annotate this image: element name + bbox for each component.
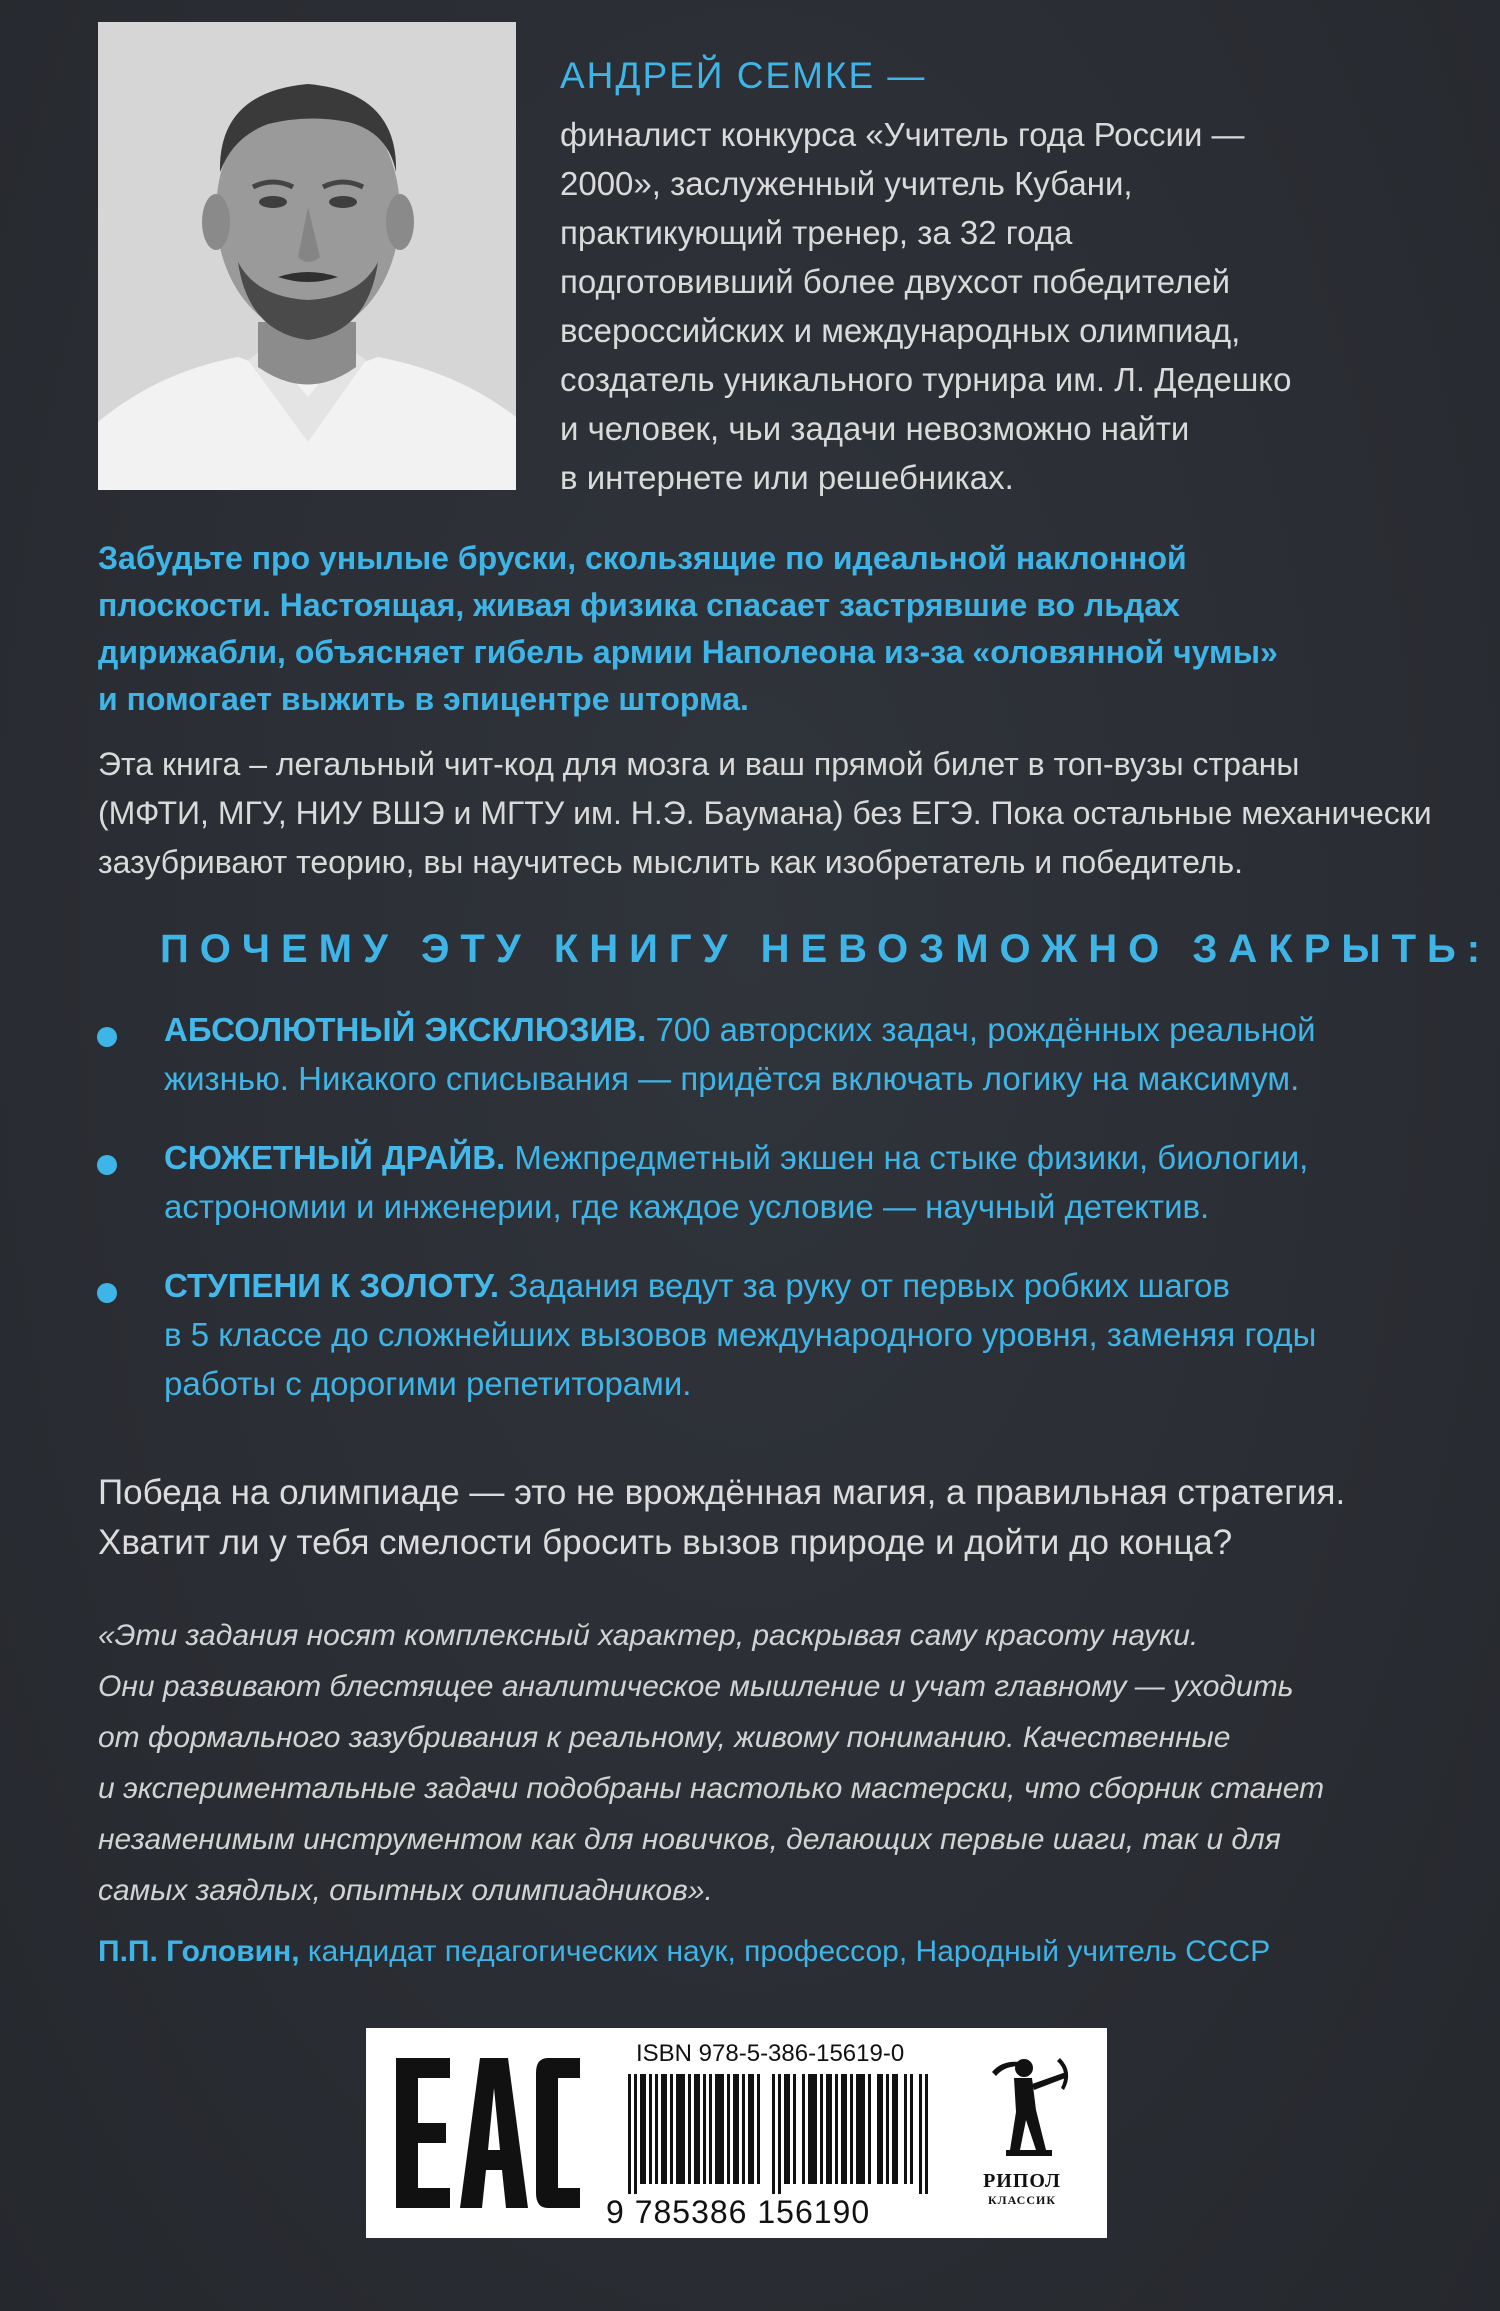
feature-first-line <box>164 1133 1472 1182</box>
author-bio-line: практикующий тренер, за 32 года <box>560 214 1073 251</box>
feature-line: астрономии и инженерии, где каждое условие — научный детектив. <box>164 1188 1210 1225</box>
feature-title: СТУПЕНИ К ЗОЛОТУ. <box>164 1267 500 1304</box>
isbn-number: ISBN 978-5-386-15619-0 <box>636 2040 905 2067</box>
barcode-bars <box>628 2074 928 2194</box>
feature-line: жизнью. Никакого списывания — придётся включать логику на максимум. <box>164 1060 1300 1097</box>
author-photo <box>98 22 516 490</box>
intro-paragraph <box>98 535 1438 723</box>
description-paragraph <box>98 740 1448 887</box>
feature-item <box>92 1261 1472 1408</box>
feature-text <box>164 1133 1472 1231</box>
feature-item <box>92 1133 1472 1231</box>
description-line: (МФТИ, МГУ, НИУ ВШЭ и МГТУ им. Н.Э. Баумана) без ЕГЭ. Пока остальные механически <box>98 795 1432 831</box>
feature-first-line <box>164 1261 1472 1310</box>
bullet-dot-icon <box>97 1155 117 1175</box>
bullet-dot-icon <box>97 1027 117 1047</box>
quote-line: незаменимым инструментом как для новичков, делающих первые шаги, так и для <box>98 1823 1281 1856</box>
intro-line: дирижабли, объясняет гибель армии Наполеона из-за «оловянной чумы» <box>98 634 1278 670</box>
author-bio-line: всероссийских и международных олимпиад, <box>560 312 1241 349</box>
author-bio <box>560 110 1460 502</box>
author-bio-line: финалист конкурса «Учитель года России — <box>560 116 1245 153</box>
feature-title: СЮЖЕТНЫЙ ДРАЙВ. <box>164 1139 506 1176</box>
bullet-dot-icon <box>97 1283 117 1303</box>
attribution-role: кандидат педагогических наук, профессор, Народный учитель СССР <box>299 1935 1271 1968</box>
feature-first-line-text: 700 авторских задач, рождённых реальной <box>655 1011 1316 1048</box>
section-heading: ПОЧЕМУ ЭТУ КНИГУ НЕВОЗМОЖНО ЗАКРЫТЬ: <box>160 927 1492 971</box>
barcode-icon <box>628 2074 928 2194</box>
author-bio-line: в интернете или решебниках. <box>560 459 1014 496</box>
eac-mark-icon <box>388 2048 588 2218</box>
barcode-panel <box>366 2028 1107 2238</box>
quote-attribution <box>98 1935 1478 1969</box>
quote-line: Они развивают блестящее аналитическое мышление и учат главному — уходить <box>98 1670 1294 1703</box>
testimonial-quote <box>98 1610 1448 1916</box>
feature-text <box>164 1261 1472 1408</box>
feature-item <box>92 1005 1472 1103</box>
author-bio-line: подготовивший более двухсот победителей <box>560 263 1231 300</box>
author-bio-line: и человек, чьи задачи невозможно найти <box>560 410 1190 447</box>
feature-first-line-text: Межпредметный экшен на стыке физики, биологии, <box>514 1139 1309 1176</box>
closing-line: Победа на олимпиаде — это не врождённая магия, а правильная стратегия. <box>98 1473 1346 1512</box>
description-line: зазубривают теорию, вы научитесь мыслить как изобретатель и победитель. <box>98 844 1244 880</box>
quote-line: и экспериментальные задачи подобраны настолько мастерски, что сборник станет <box>98 1772 1325 1805</box>
description-line: Эта книга – легальный чит-код для мозга и ваш прямой билет в топ-вузы страны <box>98 746 1300 782</box>
barcode-digits: 9 785386 156190 <box>606 2194 871 2230</box>
publisher-logo <box>962 2050 1082 2222</box>
feature-line: в 5 классе до сложнейших вызовов международного уровня, заменяя годы <box>164 1316 1317 1353</box>
intro-line: плоскости. Настоящая, живая физика спасает застрявшие во льдах <box>98 587 1180 623</box>
feature-title: АБСОЛЮТНЫЙ ЭКСКЛЮЗИВ. <box>164 1011 647 1048</box>
author-bio-line: 2000», заслуженный учитель Кубани, <box>560 165 1133 202</box>
archer-icon <box>962 2050 1082 2170</box>
quote-line: от формального зазубривания к реальному, живому пониманию. Качественные <box>98 1721 1231 1754</box>
publisher-subname: КЛАССИК <box>987 2193 1057 2207</box>
attribution-name: П.П. Головин, <box>98 1935 300 1968</box>
eac-mark-image <box>388 2048 588 2218</box>
author-bio-line: создатель уникального турнира им. Л. Дедешко <box>560 361 1292 398</box>
intro-line: и помогает выжить в эпицентре шторма. <box>98 681 749 717</box>
intro-line: Забудьте про унылые бруски, скользящие по идеальной наклонной <box>98 540 1187 576</box>
quote-line: самых заядлых, опытных олимпиадников». <box>98 1874 713 1907</box>
author-name: АНДРЕЙ СЕМКЕ — <box>560 55 927 96</box>
author-portrait-image <box>98 22 516 490</box>
feature-line: работы с дорогими репетиторами. <box>164 1365 692 1402</box>
author-info <box>560 52 1460 502</box>
closing-line: Хватит ли у тебя смелости бросить вызов природе и дойти до конца? <box>98 1523 1233 1562</box>
feature-text <box>164 1005 1472 1103</box>
closing-paragraph <box>98 1468 1478 1568</box>
feature-first-line-text: Задания ведут за руку от первых робких шагов <box>508 1267 1230 1304</box>
feature-list <box>92 1005 1472 1438</box>
quote-line: «Эти задания носят комплексный характер, раскрывая саму красоту науки. <box>98 1619 1199 1652</box>
publisher-name: РИПОЛ <box>983 2170 1061 2192</box>
feature-first-line <box>164 1005 1472 1054</box>
